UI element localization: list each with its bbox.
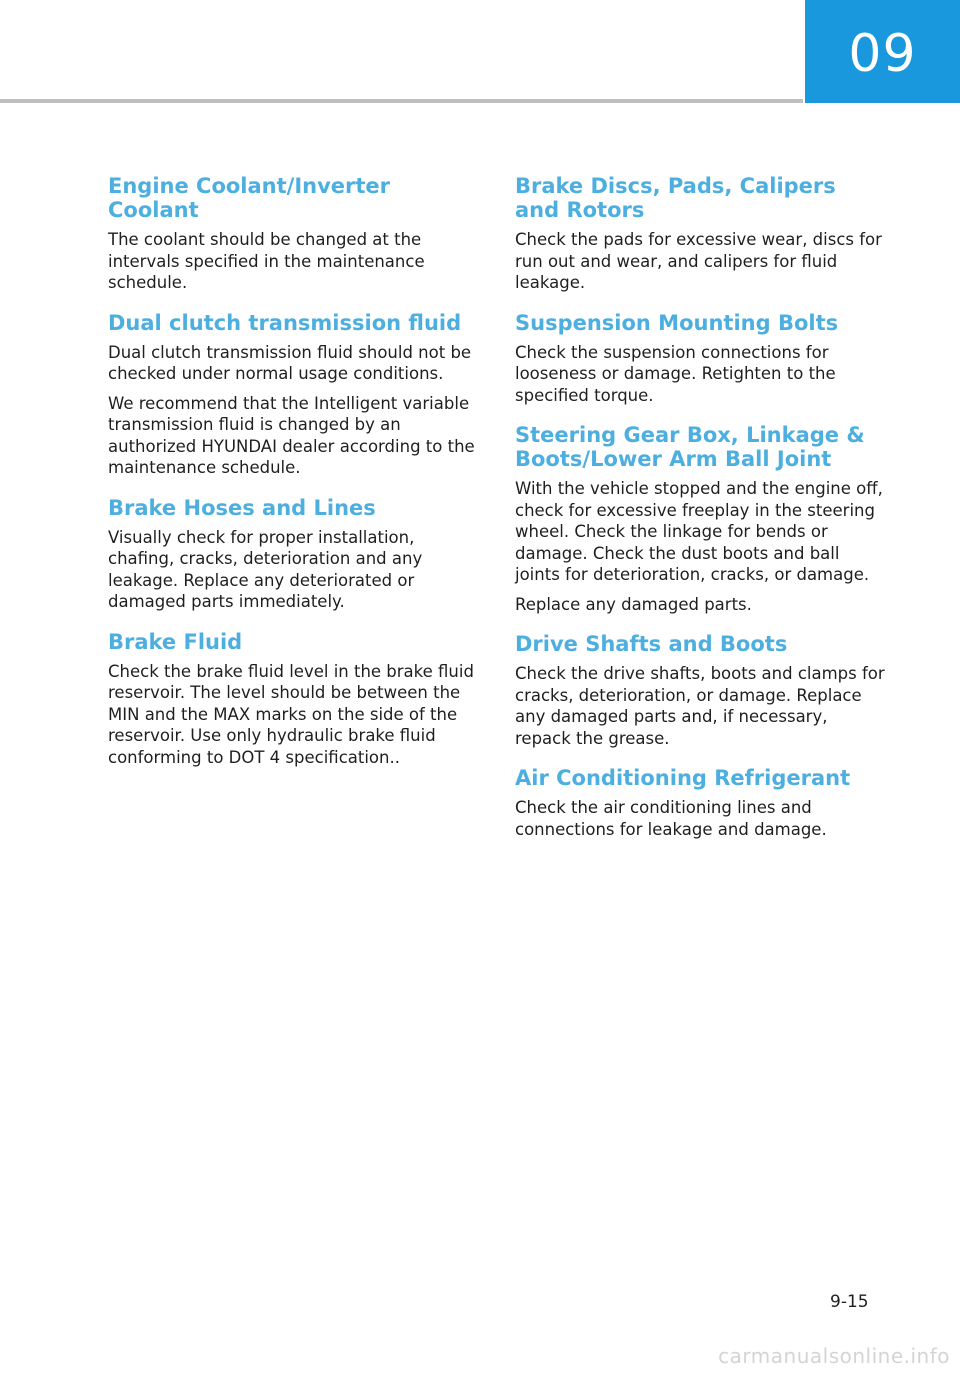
page-number: 9-15 [830,1292,869,1312]
chapter-tab: 09 [805,0,960,103]
section-dual-clutch-fluid [108,311,480,479]
section-drive-shafts [515,632,887,749]
right-column [515,174,887,857]
section-heading: Brake Discs, Pads, Calipers and Rotors [515,174,836,222]
section-brake-fluid [108,630,480,769]
section-paragraph: Dual clutch transmission fluid should not be checked under normal usage conditions. [108,342,472,383]
section-paragraph: Check the drive shafts, boots and clamps for cracks, deterioration, or damage. Replace any damaged parts and, if necessary, repack the grease. [515,664,885,748]
section-brake-hoses [108,496,480,613]
header-rule [0,99,803,103]
section-paragraph: Check the pads for excessive wear, discs for run out and wear, and calipers for fluid leakage. [515,230,882,292]
section-heading: Steering Gear Box, Linkage & Boots/Lower Arm Ball Joint [515,423,865,471]
section-brake-discs [515,174,887,294]
section-paragraph: Replace any damaged parts. [515,594,752,614]
section-paragraph: The coolant should be changed at the intervals specified in the maintenance schedule. [108,230,425,292]
section-heading: Dual clutch transmission fluid [108,310,462,335]
section-heading: Drive Shafts and Boots [515,632,788,656]
section-steering-gear [515,423,887,615]
watermark: carmanualsonline.info [718,1344,950,1368]
section-heading: Brake Hoses and Lines [108,495,376,520]
section-paragraph: With the vehicle stopped and the engine off, check for excessive freeplay in the steering wheel. Check the linkage for bends or damage. Check the dust boots and ball joints for deterioration, cracks, or damage. [515,479,883,584]
left-column [108,174,480,785]
section-suspension-bolts [515,311,887,407]
section-heading: Air Conditioning Refrigerant [515,766,851,790]
section-heading: Suspension Mounting Bolts [515,310,839,335]
section-paragraph: Check the brake fluid level in the brake fluid reservoir. The level should be between the MIN and the MAX marks on the side of the reservoir. Use only hydraulic brake fluid conforming to DOT 4 specification.. [108,661,474,767]
section-engine-coolant [108,174,480,294]
section-paragraph: Check the air conditioning lines and connections for leakage and damage. [515,798,827,839]
section-paragraph: Check the suspension connections for looseness or damage. Retighten to the specified torque. [515,342,836,405]
section-paragraph: Visually check for proper installation, chafing, cracks, deterioration and any leakage. Replace any deteriorated or damaged parts immediately. [108,527,423,611]
section-heading: Engine Coolant/Inverter Coolant [108,174,391,222]
section-air-conditioning [515,766,887,840]
section-paragraph: We recommend that the Intelligent variable transmission fluid is changed by an authorized HYUNDAI dealer according to the maintenance schedule. [108,393,475,477]
section-heading: Brake Fluid [108,629,243,654]
